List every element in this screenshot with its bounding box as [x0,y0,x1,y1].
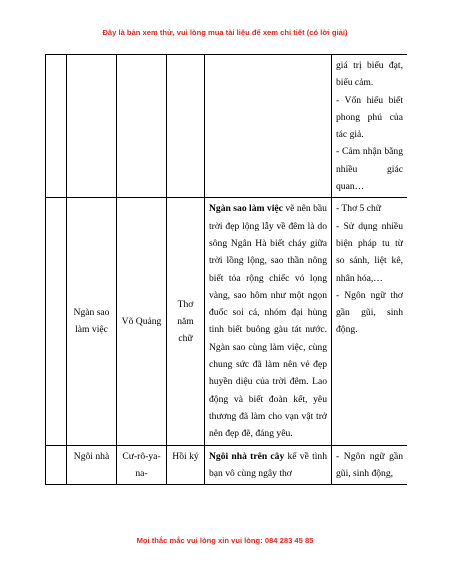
art-line: - Ngôn ngữ gần gũi, sinh động, [336,450,403,479]
summary-cell [205,198,332,445]
art-cell [332,198,408,445]
document-page [45,54,407,524]
footer-notice: Mọi thắc mắc vui lòng xin vui lòng: 084 283 45 85 [136,536,314,545]
literature-table [45,54,407,485]
author-cell: Cư-rô-ya-na- [117,445,167,485]
summary-cell [205,445,332,485]
art-cell [332,55,408,198]
summary-text: kể về tình bạn vô cùng ngây thơ [209,450,328,479]
index-cell [46,55,67,198]
summary-title: Ngôi nhà trên cây [209,450,285,462]
work-cell: Ngôi nhà [67,445,117,485]
work-cell: Ngàn sao làm việc [67,198,117,445]
summary-title: Ngàn sao làm việc [209,203,283,215]
art-line: - Ngôn ngữ thơ gần gũi, sinh động. [336,289,403,336]
table-row [46,445,408,485]
author-cell: Võ Quảng [117,198,167,445]
summary-cell [205,55,332,198]
table-row [46,198,408,445]
art-line: - Cảm nhận bằng nhiều giác quan… [336,146,403,193]
genre-cell: Hồi ký [167,445,205,485]
header-notice: Đây là bản xem thử, vui lòng mua tài liệu để xem chi tiết (có lời giải) [102,28,348,37]
summary-text: vẽ nên bầu trời đẹp lộng lẫy về đêm là do sông Ngân Hà biết cháy giữa trời lồng lộng, sao thần nông biết tỏa rộng chiếc vó lọng vàng, sao hôm như một ngọn đuốc soi cá, nhóm đại hùng tinh biết buông gàu tát nước. Ngàn sao cùng làm việc, cùng chung sức đã làm nên vẻ đẹp huyền diệu của trời đêm. Lao động và biết đoàn kết, yêu thương đã làm cho vạn vật trở nên đẹp đẽ, đáng yêu. [209,203,327,440]
art-line: giá trị biểu đạt, biểu cảm. [336,60,403,89]
art-line: - Sử dụng nhiều biện pháp tu từ so sánh, liệt kê, nhân hóa,… [336,220,403,284]
author-cell [117,55,167,198]
index-cell [46,198,67,445]
table-row [46,55,408,198]
genre-cell: Thơ năm chữ [167,198,205,445]
index-cell [46,445,67,485]
genre-cell [167,55,205,198]
art-line: - Thơ 5 chữ [336,203,381,215]
art-line: - Vốn hiểu biết phong phú của tác giả. [336,94,403,141]
work-cell [67,55,117,198]
art-cell [332,445,408,485]
